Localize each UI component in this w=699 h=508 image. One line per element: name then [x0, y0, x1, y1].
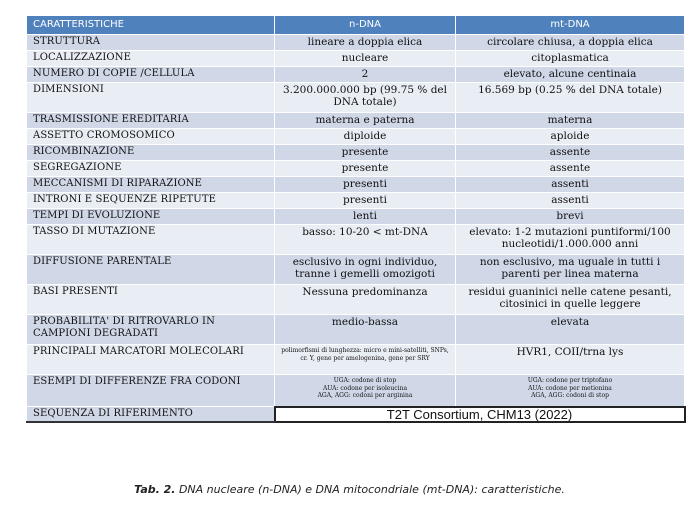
row-ndna-value: esclusivo in ogni individuo, tranne i gemelli omozigoti: [275, 255, 456, 285]
table-row: [27, 193, 685, 209]
table-row: [27, 35, 685, 51]
row-ndna-value: diploide: [275, 129, 456, 145]
row-mtdna-value: assenti: [456, 177, 685, 193]
row-ndna-value: lineare a doppia elica: [275, 35, 456, 51]
caption-prefix: Tab. 2.: [134, 483, 176, 496]
row-mtdna-value: materna: [456, 113, 685, 129]
row-ndna-value: presenti: [275, 193, 456, 209]
row-label: TRASMISSIONE EREDITARIA: [27, 113, 275, 129]
row-label: MECCANISMI DI RIPARAZIONE: [27, 177, 275, 193]
row-mtdna-value: citoplasmatica: [456, 51, 685, 67]
row-label: BASI PRESENTI: [27, 285, 275, 315]
row-label: ASSETTO CROMOSOMICO: [27, 129, 275, 145]
table-row: [27, 113, 685, 129]
table-header-row: [27, 16, 685, 35]
row-mtdna-value: aploide: [456, 129, 685, 145]
row-mtdna-value: brevi: [456, 209, 685, 225]
row-ndna-value: basso: 10-20 < mt-DNA: [275, 225, 456, 255]
row-ndna-value: materna e paterna: [275, 113, 456, 129]
table-row: [27, 145, 685, 161]
table-row: [27, 255, 685, 285]
table-body: [27, 35, 685, 423]
reference-row: [27, 407, 685, 423]
row-ndna-value: medio-bassa: [275, 315, 456, 345]
caption-text: DNA nucleare (n-DNA) e DNA mitocondriale (mt-DNA): caratteristiche.: [175, 483, 565, 496]
row-ndna-value: 3.200.000.000 bp (99.75 % del DNA totale): [275, 83, 456, 113]
table-row: [27, 209, 685, 225]
dna-comparison-table: [26, 15, 686, 423]
table-row: [27, 129, 685, 145]
row-label: NUMERO DI COPIE /CELLULA: [27, 67, 275, 83]
table-caption: [0, 483, 699, 496]
row-mtdna-value: elevato: 1-2 mutazioni puntiformi/100 nucleotidi/1.000.000 anni: [456, 225, 685, 255]
reference-value: T2T Consortium, CHM13 (2022): [275, 407, 685, 423]
row-ndna-value: presenti: [275, 177, 456, 193]
row-label: SEGREGAZIONE: [27, 161, 275, 177]
row-mtdna-value: assente: [456, 145, 685, 161]
row-label: LOCALIZZAZIONE: [27, 51, 275, 67]
header-characteristics: CARATTERISTICHE: [27, 16, 275, 35]
table-row: [27, 177, 685, 193]
header-mtdna: mt-DNA: [456, 16, 685, 35]
row-label: RICOMBINAZIONE: [27, 145, 275, 161]
row-mtdna-value: 16.569 bp (0.25 % del DNA totale): [456, 83, 685, 113]
row-mtdna-value: assente: [456, 161, 685, 177]
row-label: DIFFUSIONE PARENTALE: [27, 255, 275, 285]
table-row: [27, 225, 685, 255]
row-mtdna-value: residui guaninici nelle catene pesanti, citosinici in quelle leggere: [456, 285, 685, 315]
table-row: [27, 67, 685, 83]
row-mtdna-value: non esclusivo, ma uguale in tutti i parenti per linea materna: [456, 255, 685, 285]
row-label: TEMPI DI EVOLUZIONE: [27, 209, 275, 225]
row-label: ESEMPI DI DIFFERENZE FRA CODONI: [27, 375, 275, 407]
row-mtdna-value: circolare chiusa, a doppia elica: [456, 35, 685, 51]
row-ndna-value: nucleare: [275, 51, 456, 67]
table-row: [27, 285, 685, 315]
row-label: TASSO DI MUTAZIONE: [27, 225, 275, 255]
row-label: PROBABILITA' DI RITROVARLO IN CAMPIONI DEGRADATI: [27, 315, 275, 345]
table-row: [27, 345, 685, 375]
row-mtdna-value: assenti: [456, 193, 685, 209]
row-ndna-value: 2: [275, 67, 456, 83]
table-row: [27, 161, 685, 177]
row-ndna-value: polimorfismi di lunghezza: micro e mini-satelliti, SNPs, cr. Y, gene per amelogenina, gene per SRY: [275, 345, 456, 375]
row-ndna-value: lenti: [275, 209, 456, 225]
comparison-table-wrapper: [26, 15, 684, 423]
row-ndna-value: presente: [275, 161, 456, 177]
row-label: INTRONI E SEQUENZE RIPETUTE: [27, 193, 275, 209]
table-row: [27, 51, 685, 67]
header-ndna: n-DNA: [275, 16, 456, 35]
row-label: PRINCIPALI MARCATORI MOLECOLARI: [27, 345, 275, 375]
row-mtdna-value: elevato, alcune centinaia: [456, 67, 685, 83]
row-mtdna-value: elevata: [456, 315, 685, 345]
reference-label: SEQUENZA DI RIFERIMENTO: [27, 407, 275, 423]
row-label: STRUTTURA: [27, 35, 275, 51]
table-row: [27, 315, 685, 345]
row-ndna-value: Nessuna predominanza: [275, 285, 456, 315]
row-mtdna-value: HVR1, COII/trna lys: [456, 345, 685, 375]
row-ndna-value: presente: [275, 145, 456, 161]
table-row: [27, 375, 685, 407]
table-row: [27, 83, 685, 113]
row-mtdna-value: UGA: codone per triptofano AUA: codone per metionina AGA, AGG: codoni di stop: [456, 375, 685, 407]
row-ndna-value: UGA: codone di stop AUA: codone per isoleucina AGA, AGG: codoni per arginina: [275, 375, 456, 407]
row-label: DIMENSIONI: [27, 83, 275, 113]
